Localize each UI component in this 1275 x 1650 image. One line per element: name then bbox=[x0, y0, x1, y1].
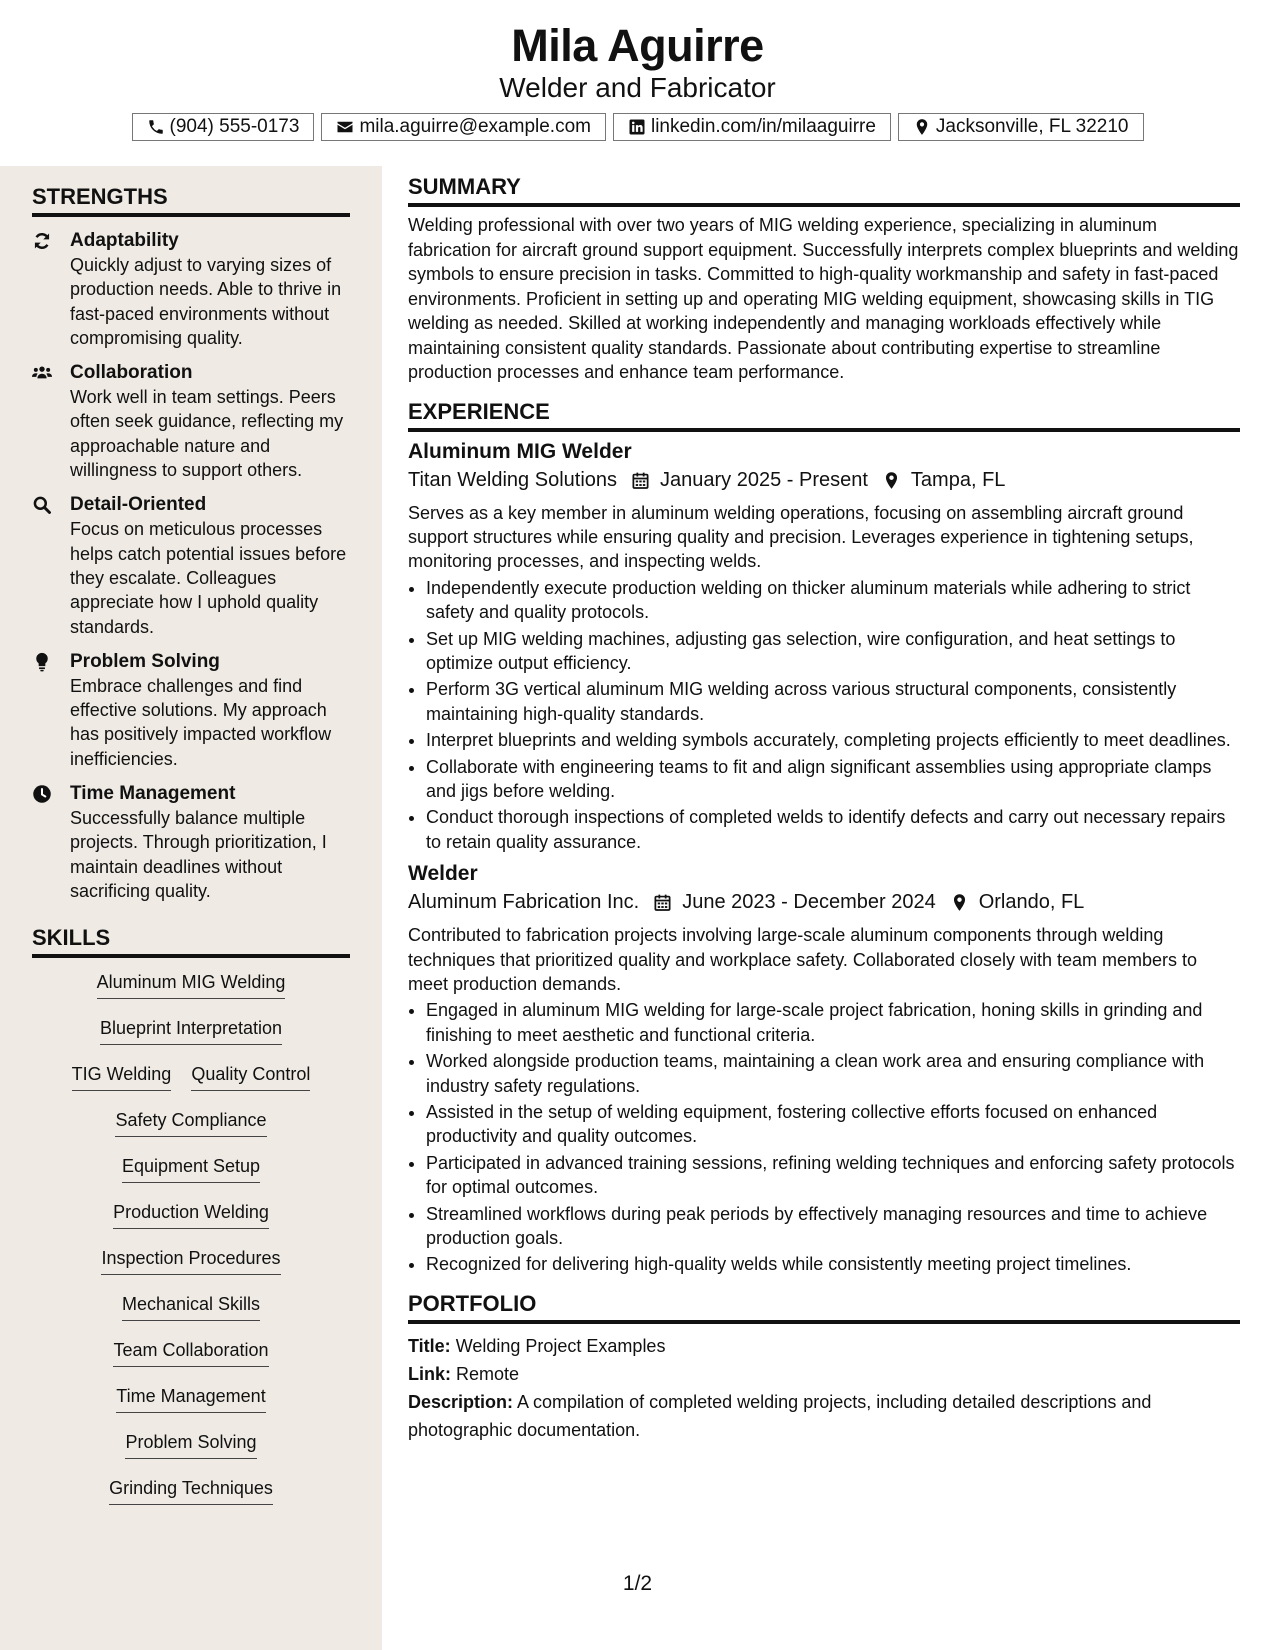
strength-title: Problem Solving bbox=[70, 650, 220, 672]
location-text: Jacksonville, FL 32210 bbox=[935, 116, 1129, 137]
skill-tag: Inspection Procedures bbox=[101, 1248, 280, 1275]
calendar-icon bbox=[653, 893, 672, 912]
job-company: Aluminum Fabrication Inc. bbox=[408, 891, 640, 914]
linkedin-icon bbox=[628, 118, 646, 136]
strength-text: Focus on meticulous processes helps catch potential issues before they escalate. Colleagues appreciate how I uphold quality standards. bbox=[70, 519, 347, 637]
linkedin-text: linkedin.com/in/milaaguirre bbox=[650, 116, 876, 137]
location-chip[interactable] bbox=[898, 113, 1144, 141]
job-bullet: • Conduct thorough inspections of completed welds to identify defects and carry out necessary repairs to retain quality assurance. bbox=[426, 805, 1240, 854]
portfolio-title-row bbox=[408, 1332, 1240, 1360]
strengths-heading: STRENGTHS bbox=[32, 184, 350, 217]
job-bullet: • Participated in advanced training sessions, refining welding techniques and enforcing safety protocols for optimal outcomes. bbox=[426, 1151, 1240, 1200]
email-chip[interactable] bbox=[321, 113, 606, 141]
calendar-icon bbox=[631, 471, 650, 490]
skill-tag: Mechanical Skills bbox=[122, 1294, 260, 1321]
skill-tag: Problem Solving bbox=[125, 1432, 256, 1459]
portfolio-details bbox=[408, 1332, 1240, 1444]
job-bullet: • Engaged in aluminum MIG welding for large-scale project fabrication, honing skills in grinding and finishing to meet aesthetic and functional criteria. bbox=[426, 998, 1240, 1047]
portfolio-link-row bbox=[408, 1360, 1240, 1388]
job-description: Serves as a key member in aluminum welding operations, focusing on assembling aircraft ground support structures while ensuring quality and precision. Leverages experience in tightening setups, monitoring processes, and inspecting welds. bbox=[408, 502, 1194, 572]
skill-tag: Team Collaboration bbox=[113, 1340, 268, 1367]
job-entry bbox=[408, 440, 1240, 855]
main-content bbox=[408, 166, 1240, 1444]
job-meta bbox=[408, 891, 1240, 914]
job-bullets bbox=[408, 576, 1240, 854]
resume-header bbox=[0, 0, 1275, 166]
job-bullet: • Assisted in the setup of welding equipment, fostering collective efforts focused on enhanced productivity and quality outcomes. bbox=[426, 1100, 1240, 1149]
skill-tag: Quality Control bbox=[191, 1064, 310, 1091]
skill-tag: Equipment Setup bbox=[122, 1156, 260, 1183]
skill-tag: Time Management bbox=[116, 1386, 265, 1413]
strength-item bbox=[32, 229, 350, 350]
job-location: Orlando, FL bbox=[978, 891, 1085, 914]
strength-item bbox=[32, 650, 350, 771]
portfolio-link-value[interactable]: Remote bbox=[456, 1363, 520, 1384]
skill-tag: Aluminum MIG Welding bbox=[97, 972, 286, 999]
job-bullet: • Recognized for delivering high-quality welds while consistently meeting project timelines. bbox=[426, 1252, 1240, 1276]
portfolio-desc-row bbox=[408, 1388, 1240, 1444]
refresh-icon bbox=[32, 231, 52, 251]
job-bullet: • Collaborate with engineering teams to fit and align significant assemblies using appropriate clamps and jigs before welding. bbox=[426, 755, 1240, 804]
strength-text: Embrace challenges and find effective solutions. My approach has positively impacted workflow inefficiencies. bbox=[70, 675, 332, 769]
job-description: Contributed to fabrication projects involving large-scale aluminum components through welding techniques that prioritized quality and workplace safety. Collaborated closely with team members to meet production demands. bbox=[408, 925, 1198, 994]
skill-tag: Production Welding bbox=[113, 1202, 269, 1229]
candidate-role: Welder and Fabricator bbox=[499, 72, 776, 103]
strength-text: Successfully balance multiple projects. Through prioritization, I maintain deadlines without sacrificing quality. bbox=[70, 808, 327, 901]
skill-tag: Grinding Techniques bbox=[109, 1478, 273, 1505]
phone-icon bbox=[147, 118, 165, 136]
strength-title: Collaboration bbox=[70, 362, 193, 384]
page-number: 1/2 bbox=[622, 1572, 653, 1595]
summary-heading: SUMMARY bbox=[408, 174, 1240, 207]
portfolio-link-label: Link: bbox=[408, 1363, 451, 1384]
phone-text: (904) 555-0173 bbox=[169, 116, 300, 137]
portfolio-desc-label: Description: bbox=[408, 1391, 514, 1412]
skills-list bbox=[32, 972, 350, 1524]
strength-item bbox=[32, 361, 350, 482]
strength-title: Time Management bbox=[70, 783, 236, 805]
map-pin-icon bbox=[913, 118, 931, 136]
job-bullets bbox=[408, 998, 1240, 1276]
map-pin-icon bbox=[950, 893, 969, 912]
job-location: Tampa, FL bbox=[910, 468, 1006, 491]
skill-tag: TIG Welding bbox=[72, 1064, 172, 1091]
skill-tag: Safety Compliance bbox=[115, 1110, 266, 1137]
job-bullet: • Perform 3G vertical aluminum MIG welding across various structural components, consistently maintaining high-quality standards. bbox=[426, 677, 1240, 726]
job-company: Titan Welding Solutions bbox=[408, 468, 618, 491]
clock-icon bbox=[32, 784, 52, 804]
strength-item bbox=[32, 782, 350, 903]
users-icon bbox=[32, 363, 52, 383]
lightbulb-icon bbox=[32, 652, 52, 672]
skills-heading: SKILLS bbox=[32, 925, 350, 958]
search-icon bbox=[32, 495, 52, 515]
skill-tag: Blueprint Interpretation bbox=[100, 1018, 282, 1045]
experience-heading: EXPERIENCE bbox=[408, 399, 1240, 432]
job-bullet: • Independently execute production welding on thicker aluminum materials while adhering to strict safety and quality protocols. bbox=[426, 576, 1240, 625]
candidate-name: Mila Aguirre bbox=[511, 20, 764, 71]
strength-item bbox=[32, 493, 350, 638]
strength-text: Work well in team settings. Peers often seek guidance, reflecting my approachable nature and willingness to support others. bbox=[70, 387, 344, 481]
portfolio-heading: PORTFOLIO bbox=[408, 1291, 1240, 1324]
job-dates: January 2025 - Present bbox=[660, 468, 868, 491]
job-bullet: • Worked alongside production teams, maintaining a clean work area and ensuring compliance with industry safety regulations. bbox=[426, 1049, 1240, 1098]
map-pin-icon bbox=[882, 471, 901, 490]
strength-text: Quickly adjust to varying sizes of production needs. Able to thrive in fast-paced environments without compromising quality. bbox=[70, 255, 342, 348]
portfolio-title-value: Welding Project Examples bbox=[455, 1335, 666, 1356]
portfolio-desc-value: A compilation of completed welding projects, including detailed descriptions and photographic documentation. bbox=[408, 1391, 1152, 1440]
job-title: Welder bbox=[408, 862, 478, 886]
linkedin-chip[interactable] bbox=[613, 113, 891, 141]
job-dates: June 2023 - December 2024 bbox=[682, 891, 936, 914]
sidebar bbox=[0, 166, 382, 1650]
strength-title: Adaptability bbox=[70, 230, 179, 251]
job-bullet: • Interpret blueprints and welding symbols accurately, completing projects efficiently to meet deadlines. bbox=[426, 728, 1240, 752]
job-bullet: • Set up MIG welding machines, adjusting gas selection, wire configuration, and heat settings to optimize output efficiency. bbox=[426, 627, 1240, 676]
portfolio-title-label: Title: bbox=[408, 1335, 451, 1356]
envelope-icon bbox=[336, 118, 354, 136]
job-bullet: • Streamlined workflows during peak periods by effectively managing resources and time to achieve production goals. bbox=[426, 1202, 1240, 1251]
phone-chip[interactable] bbox=[132, 113, 315, 141]
job-entry bbox=[408, 862, 1240, 1277]
contact-bar bbox=[0, 113, 1275, 141]
job-meta bbox=[408, 469, 1240, 492]
summary-text: Welding professional with over two years of MIG welding experience, specializing in aluminum fabrication for aircraft ground support equipment. Successfully interprets complex blueprints and welding symbols to ensure precision in tasks. Committed to high-quality workmanship and safety in fast-paced environments. Proficient in setting up and operating MIG welding equipment, showcasing skills in TIG welding as needed. Skilled at working independently and managing workloads effectively while maintaining consistent quality standards. Passionate about contributing expertise to streamline production processes and enhance team performance. bbox=[408, 215, 1239, 382]
email-text: mila.aguirre@example.com bbox=[359, 116, 591, 137]
strength-title: Detail-Oriented bbox=[70, 494, 207, 516]
job-title: Aluminum MIG Welder bbox=[408, 439, 632, 463]
